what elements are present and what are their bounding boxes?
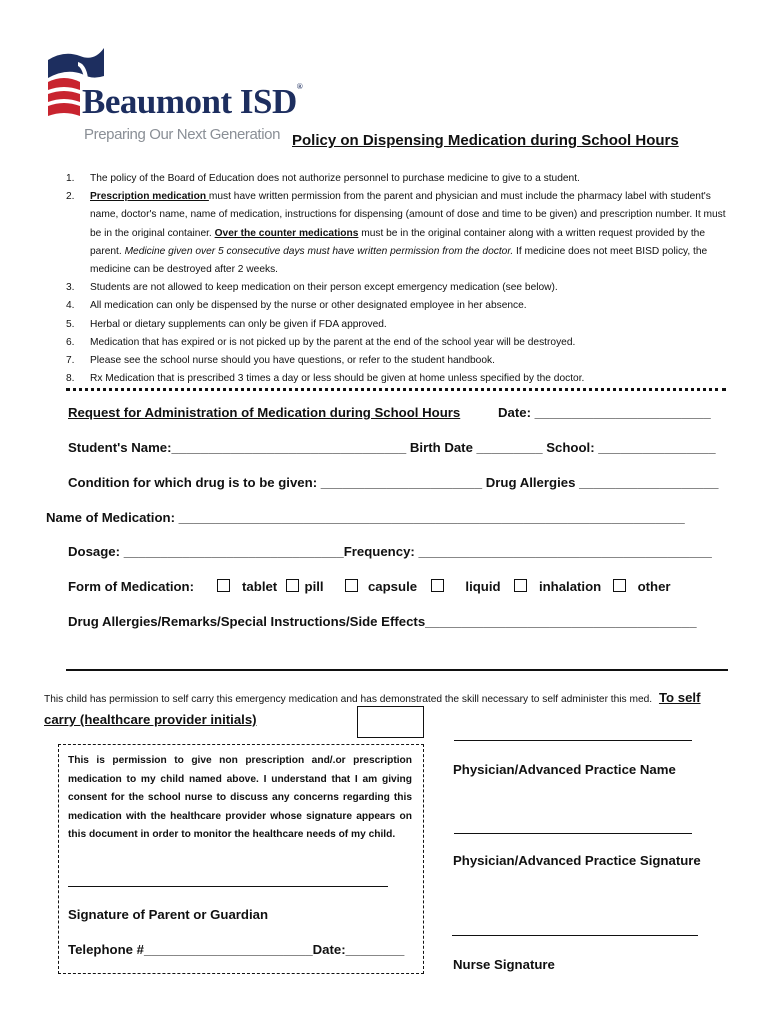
self-carry-label: To self carry (healthcare provider initials) <box>44 690 701 727</box>
policy-item: 8. Rx Medication that is prescribed 3 times a day or less should be given at home unless specified by the doctor. <box>66 373 585 385</box>
physician-name-label: Physician/Advanced Practice Name <box>453 762 676 777</box>
pill-checkbox[interactable] <box>286 579 299 592</box>
logo-bar-red-3 <box>48 103 80 116</box>
student-info-row[interactable]: Student's Name:________________________________ Birth Date _________ School: ________________ <box>68 440 716 455</box>
parent-signature-line[interactable] <box>68 886 388 887</box>
form-of-medication-row <box>68 579 671 594</box>
provider-initials-box[interactable] <box>357 706 424 738</box>
policy-item: 5. Herbal or dietary supplements can only be given if FDA approved. <box>66 318 387 330</box>
tablet-option-label: tablet <box>242 579 278 594</box>
policy-item: 6. Medication that has expired or is not picked up by the parent at the end of the school year will be destroyed. <box>66 336 576 348</box>
policy-item: 4. All medication can only be dispensed by the nurse or other designated employee in her absence. <box>66 300 527 312</box>
capsule-checkbox[interactable] <box>345 579 358 592</box>
policy-list <box>66 170 734 388</box>
condition-row[interactable]: Condition for which drug is to be given: ______________________ Drug Allergies ___________________ <box>68 475 719 490</box>
physician-name-line[interactable] <box>454 740 692 741</box>
consent-statement: This is permission to give non prescription and/.or prescription medication to my child named above. I understand that I am giving consent for the school nurse to discuss any concerns regarding this medication with the healthcare provider whose signature appears on this document in order to monitor the healthcare needs of my child. <box>68 755 412 841</box>
logo-bar-red-2 <box>48 91 80 102</box>
inhalation-checkbox[interactable] <box>514 579 527 592</box>
logo-tagline: Preparing Our Next Generation <box>84 126 281 143</box>
dotted-separator <box>66 388 726 391</box>
other-option-label: other <box>637 579 671 594</box>
nurse-signature-label: Nurse Signature <box>453 957 555 972</box>
tablet-checkbox[interactable] <box>217 579 230 592</box>
date-field[interactable]: Date: ________________________ <box>498 405 711 420</box>
other-checkbox[interactable] <box>613 579 626 592</box>
telephone-date-row[interactable]: Telephone #_______________________Date:________ <box>68 942 405 957</box>
liquid-option-label: liquid <box>465 579 501 594</box>
nurse-signature-line[interactable] <box>452 935 698 936</box>
policy-title: Policy on Dispensing Medication during School Hours <box>292 132 679 149</box>
self-carry-text: This child has permission to self carry this emergency medication and has demonstrated the skill necessary to self administer this med. <box>44 694 653 705</box>
logo-wordmark: Beaumont ISD® <box>82 82 303 121</box>
parent-signature-label: Signature of Parent or Guardian <box>68 907 269 922</box>
logo-flag-navy <box>48 48 104 78</box>
pill-option-label: pill <box>304 579 324 594</box>
dosage-frequency-row[interactable]: Dosage: ______________________________Frequency: ________________________________________ <box>68 544 712 559</box>
request-title: Request for Administration of Medication during School Hours <box>68 405 461 420</box>
logo-bar-red-1 <box>48 78 80 90</box>
remarks-row[interactable]: Drug Allergies/Remarks/Special Instructions/Side Effects_____________________________________ <box>68 614 697 629</box>
policy-item: 2. Prescription medication must have written permission from the parent and physician and must include the pharmacy label with student's name, doctor's name, name of medication, instructions for dispensing (amount of dose and time to be given) and prescription number. It must be in the original container. Over the counter medications must be in the original container along with a written request provided by the parent. Medicine given over 5 consecutive days must have written permission from the doctor. If medicine does not meet BISD policy, the medicine can be destroyed after 2 weeks. <box>66 191 726 276</box>
policy-item: 1. The policy of the Board of Education does not authorize personnel to purchase medicine to give to a student. <box>66 173 580 184</box>
physician-signature-label: Physician/Advanced Practice Signature <box>453 853 701 868</box>
policy-item: 7. Please see the school nurse should you have questions, or refer to the student handbook. <box>66 355 495 367</box>
physician-signature-line[interactable] <box>454 833 692 834</box>
remarks-continuation-line[interactable] <box>66 669 728 671</box>
capsule-option-label: capsule <box>367 579 418 594</box>
liquid-checkbox[interactable] <box>431 579 444 592</box>
form-label: Form of Medication: <box>68 579 195 594</box>
policy-item: 3. Students are not allowed to keep medication on their person except emergency medication (see below). <box>66 282 558 294</box>
inhalation-option-label: inhalation <box>538 579 602 594</box>
medication-name-row[interactable]: Name of Medication: _____________________________________________________________________ <box>46 510 685 525</box>
